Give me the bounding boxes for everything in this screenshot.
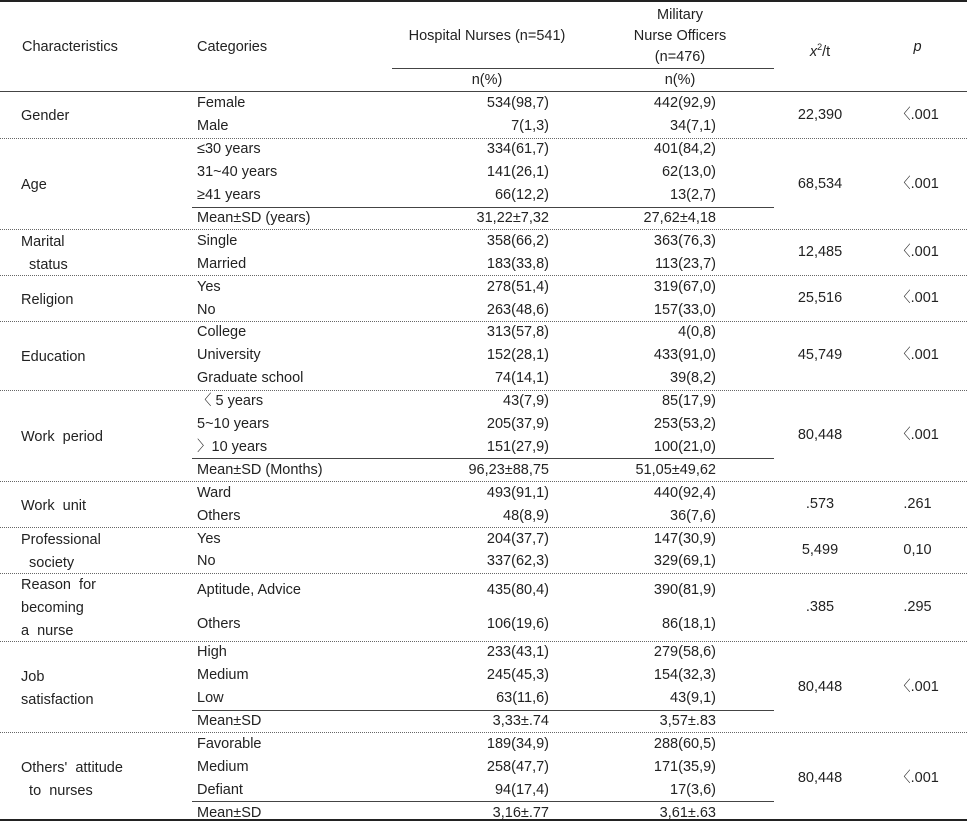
hospital-value-cell: 204(37,7) xyxy=(486,531,549,547)
stat-cell: 22,390 xyxy=(797,107,843,123)
category-cell: Others xyxy=(197,616,241,632)
p-value-cell: 〈.001 xyxy=(896,290,939,306)
p-value-cell: 〈.001 xyxy=(896,347,939,363)
military-value-cell: 288(60,5) xyxy=(653,736,716,752)
group-separator xyxy=(0,321,967,322)
group-separator xyxy=(0,641,967,642)
military-value-cell: 34(7,1) xyxy=(670,118,716,134)
p-value-cell: 〈.001 xyxy=(896,176,939,192)
category-cell: No xyxy=(197,302,216,318)
hospital-value-cell: 435(80,4) xyxy=(486,582,549,598)
hospital-value-cell: 63(11,6) xyxy=(496,690,549,706)
x2-symbol: x xyxy=(809,43,818,60)
category-cell: Low xyxy=(197,690,224,706)
military-value-cell: 43(9,1) xyxy=(670,690,716,706)
category-cell: Favorable xyxy=(197,736,262,752)
header-sub-rule xyxy=(392,68,774,69)
category-cell: Single xyxy=(197,233,238,249)
military-value-cell: 51,05±49,62 xyxy=(635,462,716,478)
category-cell: Mean±SD xyxy=(197,713,262,729)
stat-cell: 5,499 xyxy=(801,542,839,558)
stat-cell: 80,448 xyxy=(797,679,843,695)
hospital-value-cell: 245(45,3) xyxy=(486,667,549,683)
characteristic-cell: Work period xyxy=(21,429,103,445)
characteristic-cell: Reason for becoming a nurse xyxy=(21,577,96,639)
hospital-value-cell: 106(19,6) xyxy=(486,616,549,632)
military-value-cell: 363(76,3) xyxy=(653,233,716,249)
hospital-value-cell: 334(61,7) xyxy=(486,141,549,157)
hospital-value-cell: 189(34,9) xyxy=(486,736,549,752)
category-cell: Male xyxy=(197,118,229,134)
p-value-cell: 〈.001 xyxy=(896,244,939,260)
military-value-cell: 17(3,6) xyxy=(670,782,716,798)
military-value-cell: 253(53,2) xyxy=(653,416,716,432)
p-value-cell: 〈.001 xyxy=(896,107,939,123)
header-bottom-rule xyxy=(0,91,967,92)
military-value-cell: 442(92,9) xyxy=(653,95,716,111)
p-value-cell: .261 xyxy=(903,496,932,512)
category-cell: Defiant xyxy=(197,782,243,798)
category-cell: Ward xyxy=(197,485,232,501)
category-cell: High xyxy=(197,644,227,660)
stat-cell: 68,534 xyxy=(797,176,843,192)
header-categories: Categories xyxy=(197,39,268,55)
military-value-cell: 13(2,7) xyxy=(670,187,716,203)
category-cell: University xyxy=(197,347,261,363)
hospital-value-cell: 183(33,8) xyxy=(486,256,549,272)
military-value-cell: 329(69,1) xyxy=(653,553,716,569)
stat-cell: 80,448 xyxy=(797,427,843,443)
category-cell: Female xyxy=(197,95,246,111)
military-value-cell: 3,61±.63 xyxy=(659,805,716,821)
hospital-value-cell: 74(14,1) xyxy=(494,370,549,386)
group-separator xyxy=(0,138,967,139)
military-value-cell: 440(92,4) xyxy=(653,485,716,501)
military-value-cell: 171(35,9) xyxy=(653,759,716,775)
hospital-value-cell: 3,33±.74 xyxy=(492,713,549,729)
characteristic-cell: Work unit xyxy=(21,498,87,514)
characteristic-cell: Marital status xyxy=(21,234,68,273)
mean-row-separator xyxy=(192,458,774,459)
category-cell: No xyxy=(197,553,216,569)
bottom-rule xyxy=(0,819,967,821)
military-value-cell: 86(18,1) xyxy=(661,616,716,632)
category-cell: ≥41 years xyxy=(197,187,261,203)
characteristic-cell: Gender xyxy=(21,108,70,124)
header-x2-t xyxy=(780,38,860,61)
group-separator xyxy=(0,275,967,276)
category-cell: ≤30 years xyxy=(197,141,261,157)
category-cell: Mean±SD (Months) xyxy=(197,462,323,478)
category-cell: Aptitude, Advice xyxy=(197,582,301,598)
header-military-line1: Military xyxy=(657,7,703,23)
category-cell: Mean±SD xyxy=(197,805,262,821)
stat-cell: 80,448 xyxy=(797,770,843,786)
header-characteristics: Characteristics xyxy=(22,39,118,55)
military-value-cell: 147(30,9) xyxy=(653,531,716,547)
header-p: p xyxy=(913,39,922,55)
category-cell: Medium xyxy=(197,667,249,683)
military-value-cell: 39(8,2) xyxy=(670,370,716,386)
mean-row-separator xyxy=(192,207,774,208)
header-npct-military: n(%) xyxy=(664,72,696,88)
characteristic-cell: Professional society xyxy=(21,532,101,571)
hospital-value-cell: 3,16±.77 xyxy=(492,805,549,821)
stat-cell: 12,485 xyxy=(797,244,843,260)
hospital-value-cell: 205(37,9) xyxy=(486,416,549,432)
hospital-value-cell: 96,23±88,75 xyxy=(468,462,549,478)
header-military-line2: Nurse Officers xyxy=(633,28,727,44)
military-value-cell: 154(32,3) xyxy=(653,667,716,683)
hospital-value-cell: 263(48,6) xyxy=(486,302,549,318)
stat-cell: .385 xyxy=(805,599,835,615)
military-value-cell: 319(67,0) xyxy=(653,279,716,295)
category-cell: 〈 5 years xyxy=(197,393,264,409)
characteristic-cell: Job satisfaction xyxy=(21,669,94,708)
x2-superscript: 2 xyxy=(817,42,823,52)
military-value-cell: 279(58,6) xyxy=(653,644,716,660)
hospital-value-cell: 233(43,1) xyxy=(486,644,549,660)
military-value-cell: 401(84,2) xyxy=(653,141,716,157)
hospital-value-cell: 258(47,7) xyxy=(486,759,549,775)
military-value-cell: 100(21,0) xyxy=(653,439,716,455)
group-separator xyxy=(0,573,967,574)
header-npct-hospital: n(%) xyxy=(471,72,503,88)
military-value-cell: 113(23,7) xyxy=(655,256,716,272)
category-cell: Yes xyxy=(197,531,221,547)
stat-cell: 25,516 xyxy=(797,290,843,306)
header-military-line3: (n=476) xyxy=(654,49,706,65)
hospital-value-cell: 337(62,3) xyxy=(486,553,549,569)
p-value-cell: .295 xyxy=(903,599,932,615)
group-separator xyxy=(0,732,967,733)
p-value-cell: 〈.001 xyxy=(896,679,939,695)
military-value-cell: 3,57±.83 xyxy=(659,713,716,729)
category-cell: College xyxy=(197,324,247,340)
characteristic-cell: Age xyxy=(21,177,47,193)
hospital-value-cell: 534(98,7) xyxy=(486,95,549,111)
group-separator xyxy=(0,481,967,482)
characteristic-cell: Education xyxy=(21,349,86,365)
hospital-value-cell: 141(26,1) xyxy=(486,164,549,180)
hospital-value-cell: 48(8,9) xyxy=(503,508,549,524)
military-value-cell: 433(91,0) xyxy=(653,347,716,363)
x2-suffix: /t xyxy=(822,43,831,60)
p-value-cell: 0,10 xyxy=(903,542,932,558)
group-separator xyxy=(0,229,967,230)
hospital-value-cell: 278(51,4) xyxy=(486,279,549,295)
category-cell: Graduate school xyxy=(197,370,304,386)
military-value-cell: 157(33,0) xyxy=(653,302,716,318)
hospital-value-cell: 7(1,3) xyxy=(511,118,549,134)
top-rule xyxy=(0,0,967,2)
military-value-cell: 27,62±4,18 xyxy=(643,210,716,226)
hospital-value-cell: 31,22±7,32 xyxy=(476,210,549,226)
hospital-value-cell: 94(17,4) xyxy=(494,782,549,798)
hospital-value-cell: 43(7,9) xyxy=(503,393,549,409)
category-cell: 31~40 years xyxy=(197,164,278,180)
header-hospital: Hospital Nurses (n=541) xyxy=(408,28,566,44)
military-value-cell: 390(81,9) xyxy=(653,582,716,598)
category-cell: Yes xyxy=(197,279,221,295)
military-value-cell: 62(13,0) xyxy=(661,164,716,180)
hospital-value-cell: 493(91,1) xyxy=(486,485,549,501)
hospital-value-cell: 151(27,9) xyxy=(486,439,549,455)
hospital-value-cell: 313(57,8) xyxy=(486,324,549,340)
group-separator xyxy=(0,390,967,391)
military-value-cell: 4(0,8) xyxy=(678,324,716,340)
p-value-cell: 〈.001 xyxy=(896,770,939,786)
category-cell: Others xyxy=(197,508,241,524)
mean-row-separator xyxy=(192,710,774,711)
p-value-cell: 〈.001 xyxy=(896,427,939,443)
characteristic-cell: Religion xyxy=(21,292,74,308)
hospital-value-cell: 152(28,1) xyxy=(486,347,549,363)
military-value-cell: 36(7,6) xyxy=(670,508,716,524)
category-cell: Married xyxy=(197,256,247,272)
characteristic-cell: Others' attitude to nurses xyxy=(21,760,123,799)
category-cell: 5~10 years xyxy=(197,416,270,432)
category-cell: Medium xyxy=(197,759,249,775)
hospital-value-cell: 66(12,2) xyxy=(494,187,549,203)
category-cell: Mean±SD (years) xyxy=(197,210,311,226)
mean-row-separator xyxy=(192,801,774,802)
hospital-value-cell: 358(66,2) xyxy=(486,233,549,249)
category-cell: 〉10 years xyxy=(197,439,268,455)
stat-cell: 45,749 xyxy=(797,347,843,363)
group-separator xyxy=(0,527,967,528)
military-value-cell: 85(17,9) xyxy=(661,393,716,409)
stat-cell: .573 xyxy=(805,496,835,512)
